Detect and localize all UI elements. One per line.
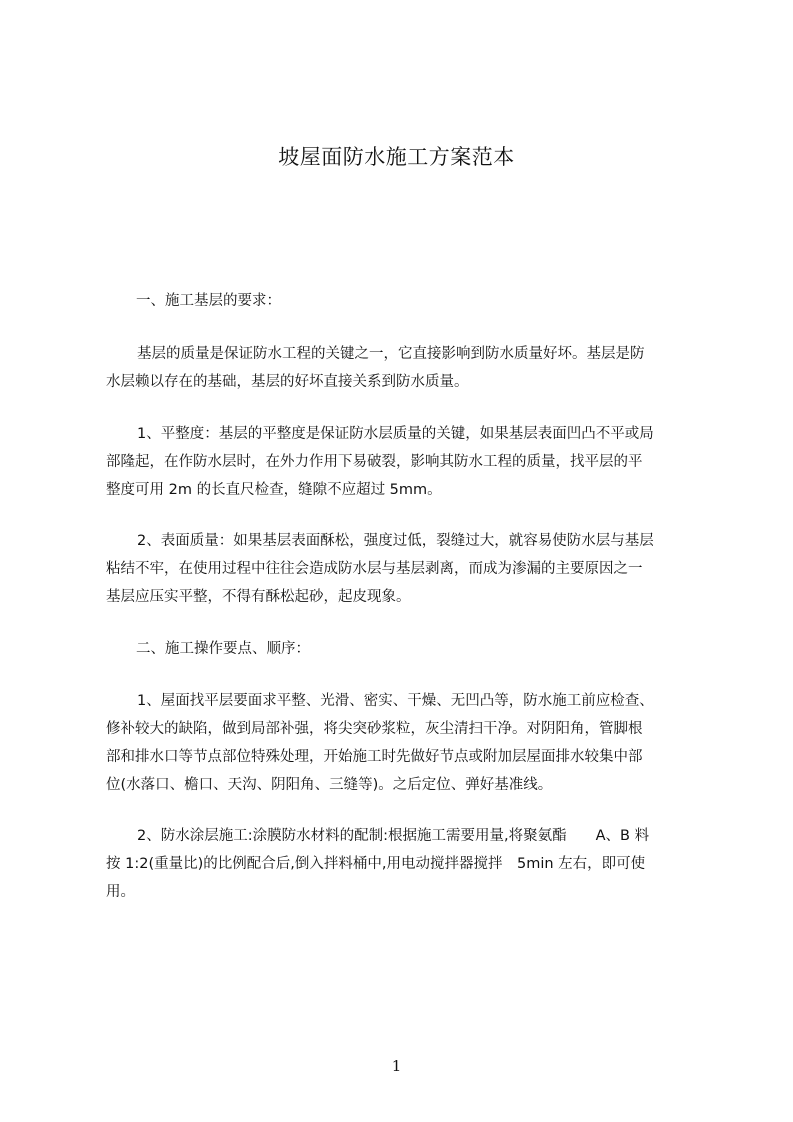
paragraph-line: 1、屋面找平层要面求平整、光滑、密实、干燥、无凹凸等，防水施工前应检查、 [137,693,654,709]
paragraph-line: 整度可用 2m 的长直尺检查，缝隙不应超过 5mm。 [106,482,442,498]
page-number: 1 [391,1057,402,1075]
paragraph-line: 按 1:2(重量比)的比例配合后,倒入拌料桶中,用电动搅拌器搅拌 5min 左右，即可使 [106,856,646,872]
document-title: 坡屋面防水施工方案范本 [278,145,515,169]
paragraph-line: 基层应压实平整，不得有酥松起砂，起皮现象。 [106,589,411,605]
paragraph-line: 2、表面质量：如果基层表面酥松，强度过低，裂缝过大，就容易使防水层与基层 [137,533,654,549]
section-heading-2: 二、施工操作要点、顺序： [136,641,310,657]
paragraph-line: 修补较大的缺陷，做到局部补强，将尖突砂浆粒，灰尘清扫干净。对阴阳角，管脚根 [106,721,643,737]
paragraph-line: 基层的质量是保证防水工程的关键之一，它直接影响到防水质量好坏。基层是防 [137,346,645,362]
paragraph-line: 1、平整度：基层的平整度是保证防水层质量的关键，如果基层表面凹凸不平或局 [137,426,654,442]
paragraph-line: 水层赖以存在的基础，基层的好坏直接关系到防水质量。 [106,374,469,390]
paragraph-line: 2、防水涂层施工:涂膜防水材料的配制:根据施工需要用量,将聚氨酯 A、B 料 [137,828,650,844]
section-heading-1: 一、施工基层的要求： [136,293,281,309]
paragraph-line: 部和排水口等节点部位特殊处理，开始施工时先做好节点或附加层屋面排水较集中部 [106,749,643,765]
paragraph-line: 位(水落口、檐口、天沟、阴阳角、三缝等)。之后定位、弹好基准线。 [106,777,553,793]
paragraph-line: 部隆起，在作防水层时，在外力作用下易破裂，影响其防水工程的质量，找平层的平 [106,454,643,470]
paragraph-line: 用。 [106,884,135,900]
paragraph-line: 粘结不牢，在使用过程中往往会造成防水层与基层剥离，而成为渗漏的主要原因之一 [106,561,643,577]
